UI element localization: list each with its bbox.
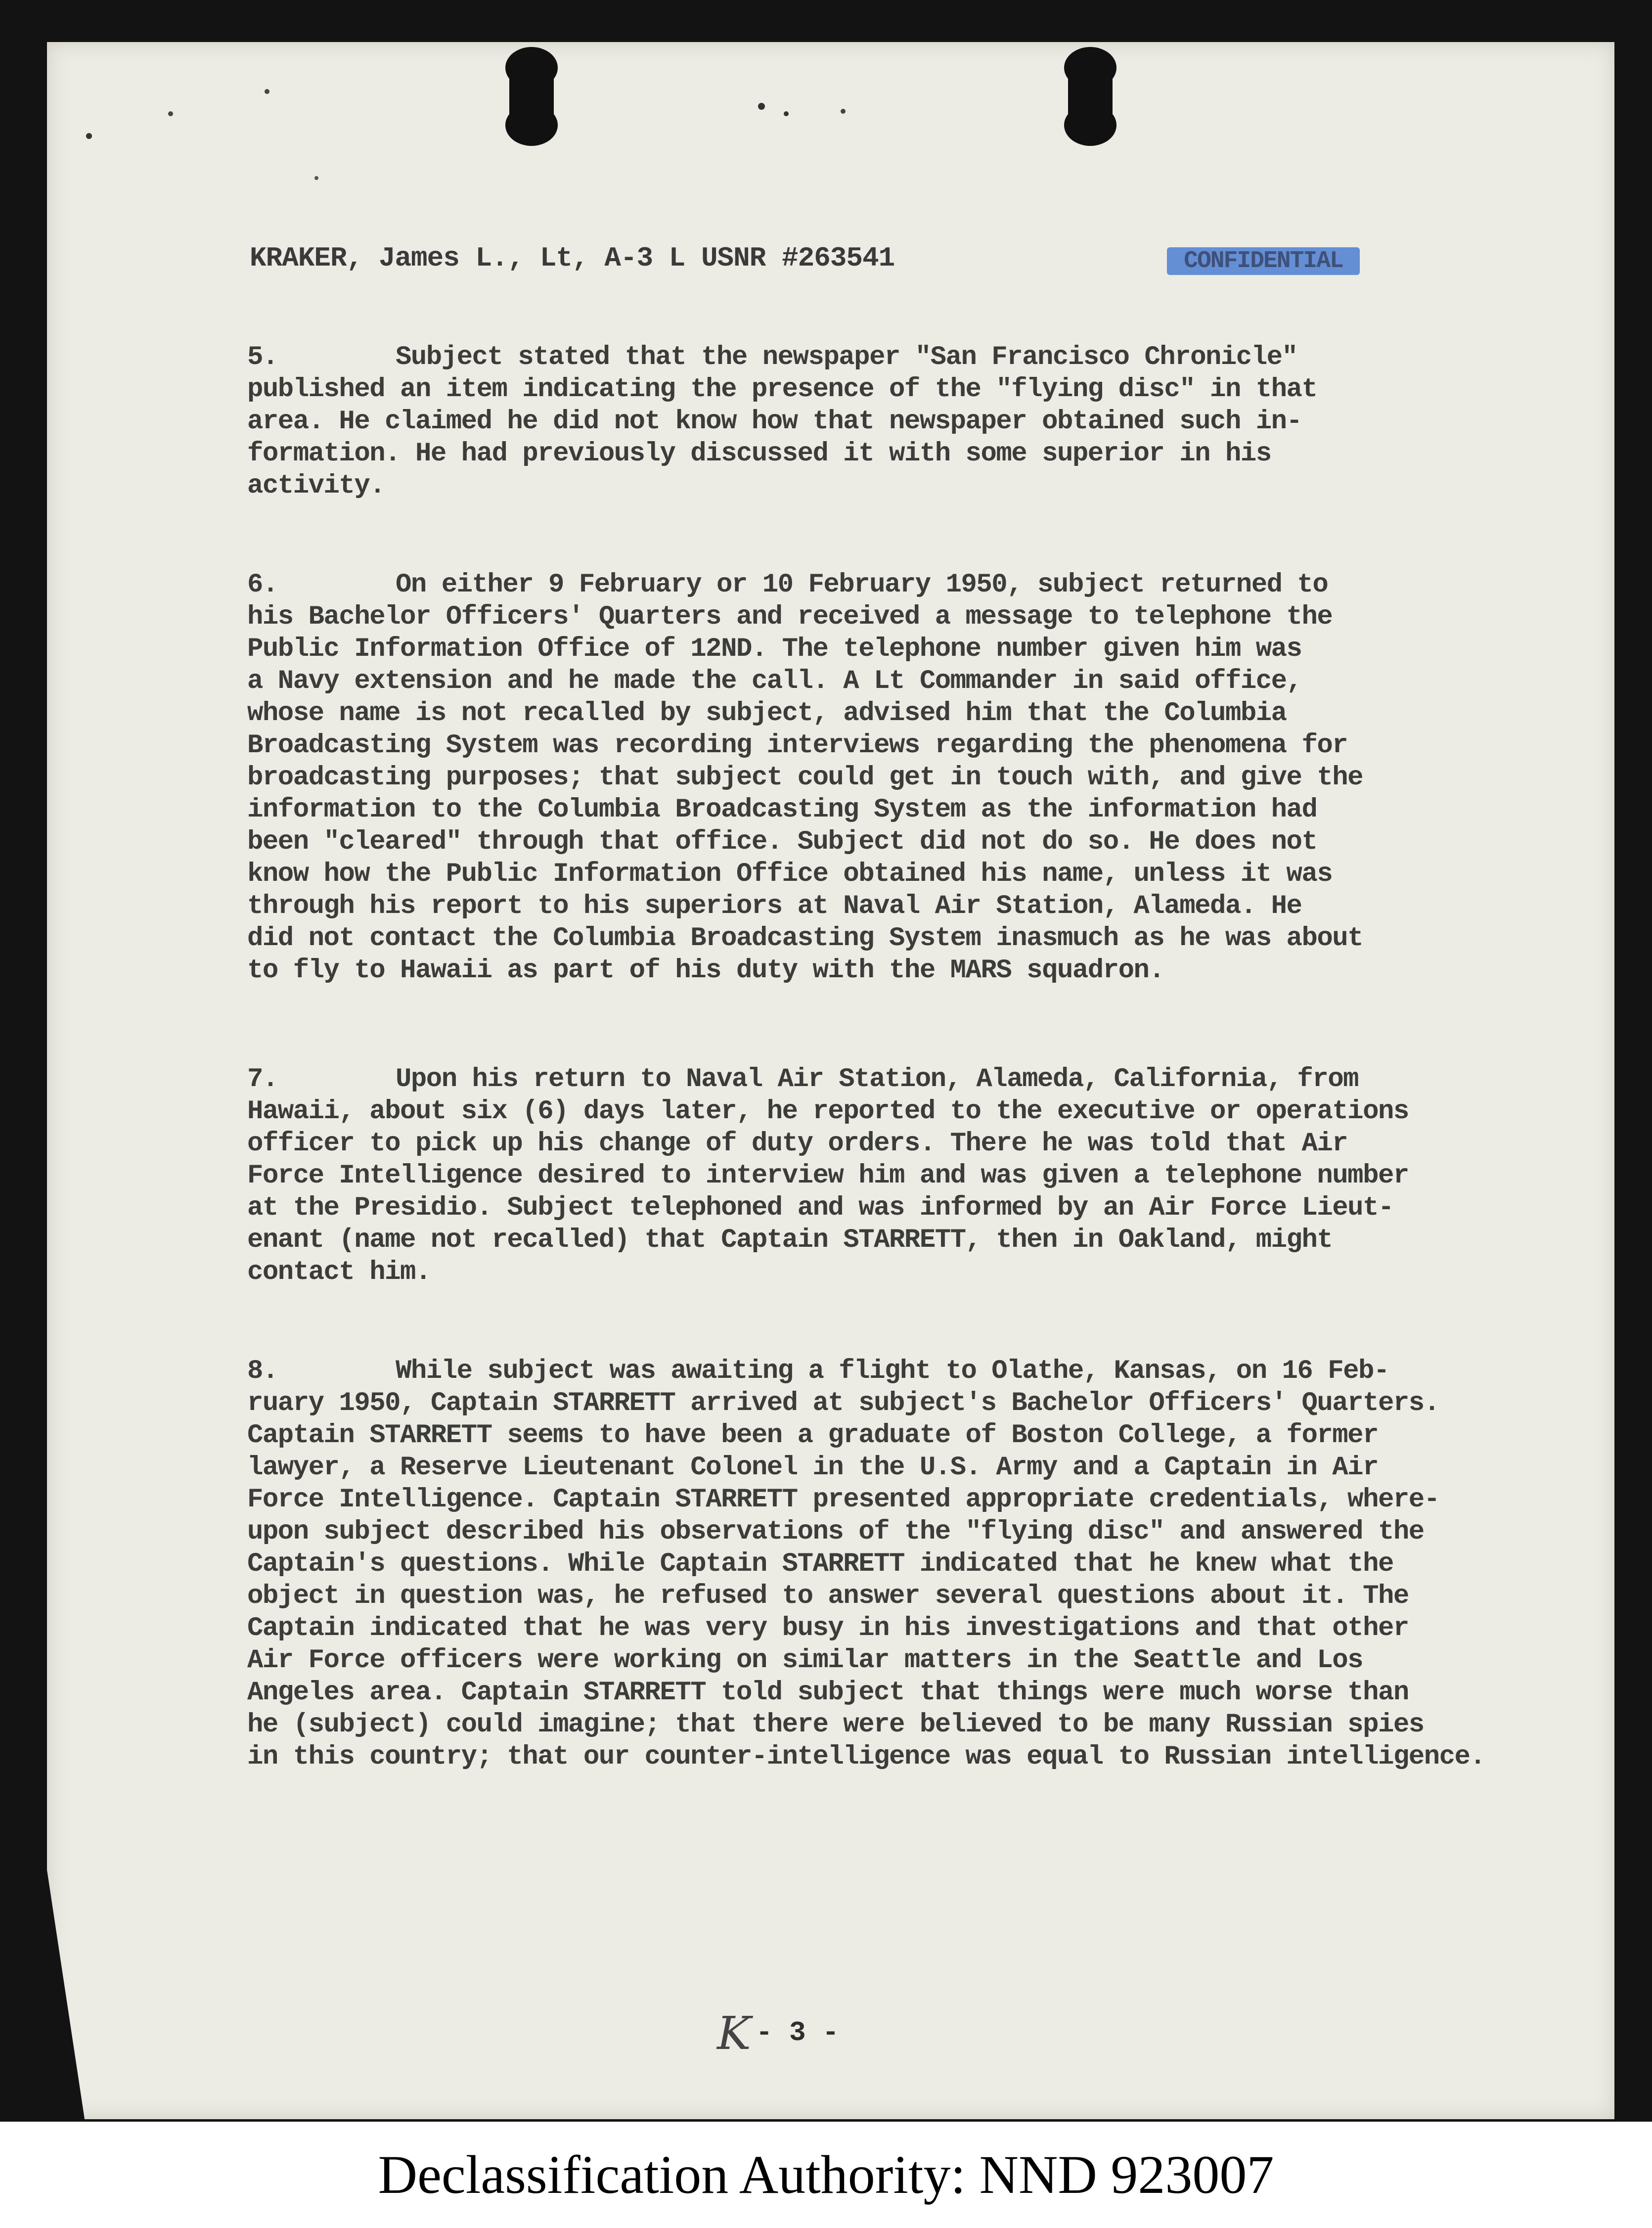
- paragraph-line: did not contact the Columbia Broadcasting System inasmuch as he was about: [247, 923, 1363, 954]
- punch-hole-left: [509, 47, 554, 146]
- paragraph-line: Captain indicated that he was very busy in his investigations and that other: [247, 1613, 1409, 1643]
- paragraph-line: Public Information Office of 12ND. The telephone number given him was: [247, 634, 1302, 664]
- paragraph-line: ruary 1950, Captain STARRETT arrived at subject's Bachelor Officers' Quarters.: [247, 1388, 1439, 1418]
- paragraph-line: Upon his return to Naval Air Station, Alameda, California, from: [396, 1064, 1359, 1094]
- typed-page-number: - 3 -: [756, 2017, 839, 2048]
- paragraph-line: a Navy extension and he made the call. A Lt Commander in said office,: [247, 666, 1302, 696]
- paragraph-7: [247, 1063, 1553, 1288]
- paragraph-line: Hawaii, about six (6) days later, he reported to the executive or operations: [247, 1096, 1409, 1127]
- classification-stamp-text: CONFIDENTIAL: [1184, 248, 1343, 274]
- paragraph-line: Force Intelligence. Captain STARRETT presented appropriate credentials, where-: [247, 1485, 1439, 1515]
- paragraph-line: Subject stated that the newspaper "San Francisco Chronicle": [396, 342, 1297, 372]
- paragraph-line: lawyer, a Reserve Lieutenant Colonel in the U.S. Army and a Captain in Air: [247, 1453, 1378, 1483]
- paragraph-line: upon subject described his observations of the "flying disc" and answered the: [247, 1517, 1424, 1547]
- paragraph-number: 6.: [247, 570, 278, 600]
- paragraph-line: in this country; that our counter-intelligence was equal to Russian intelligence.: [247, 1742, 1485, 1772]
- paragraph-line: his Bachelor Officers' Quarters and received a message to telephone the: [247, 602, 1333, 632]
- paragraph-5: [247, 341, 1553, 502]
- paragraph-line: Angeles area. Captain STARRETT told subject that things were much worse than: [247, 1678, 1409, 1708]
- paragraph-line: officer to pick up his change of duty orders. There he was told that Air: [247, 1129, 1348, 1159]
- paragraph-line: object in question was, he refused to answer several questions about it. The: [247, 1581, 1409, 1611]
- paragraph-line: Force Intelligence desired to interview him and was given a telephone number: [247, 1161, 1409, 1191]
- paragraph-line: contact him.: [247, 1257, 431, 1287]
- paragraph-8: [247, 1355, 1553, 1773]
- paragraph-line: Captain STARRETT seems to have been a graduate of Boston College, a former: [247, 1420, 1378, 1451]
- paragraph-line: he (subject) could imagine; that there were believed to be many Russian spies: [247, 1710, 1424, 1740]
- paragraph-line: While subject was awaiting a flight to Olathe, Kansas, on 16 Feb-: [396, 1356, 1389, 1386]
- paragraph-line: whose name is not recalled by subject, advised him that the Columbia: [247, 698, 1287, 728]
- paragraph-line: know how the Public Information Office obtained his name, unless it was: [247, 859, 1333, 889]
- paragraph-line: Air Force officers were working on similar matters in the Seattle and Los: [247, 1645, 1363, 1676]
- paragraph-line: On either 9 February or 10 February 1950, subject returned to: [396, 570, 1328, 600]
- paragraph-line: published an item indicating the presence of the "flying disc" in that: [247, 374, 1317, 405]
- declassification-footer: Declassification Authority: NND 923007: [0, 2122, 1652, 2228]
- paragraph-line: been "cleared" through that office. Subject did not do so. He does not: [247, 827, 1317, 857]
- paragraph-line: to fly to Hawaii as part of his duty with the MARS squadron.: [247, 955, 1164, 986]
- page-number: [717, 1998, 839, 2060]
- paragraph-number: 8.: [247, 1356, 278, 1386]
- paragraph-line: Broadcasting System was recording interviews regarding the phenomena for: [247, 730, 1348, 761]
- paragraph-line: at the Presidio. Subject telephoned and was informed by an Air Force Lieut-: [247, 1193, 1393, 1223]
- paragraph-6: [247, 569, 1553, 987]
- paragraph-line: formation. He had previously discussed it with some superior in his: [247, 439, 1271, 469]
- paragraph-line: Captain's questions. While Captain STARRETT indicated that he knew what the: [247, 1549, 1393, 1579]
- paragraph-line: area. He claimed he did not know how that newspaper obtained such in-: [247, 407, 1302, 437]
- paragraph-number: 5.: [247, 342, 278, 372]
- subject-header: KRAKER, James L., Lt, A-3 L USNR #263541: [250, 242, 895, 274]
- classification-stamp: [1167, 247, 1360, 275]
- paragraph-number: 7.: [247, 1064, 278, 1094]
- paragraph-line: information to the Columbia Broadcasting System as the information had: [247, 795, 1317, 825]
- paragraph-line: enant (name not recalled) that Captain STARRETT, then in Oakland, might: [247, 1225, 1333, 1255]
- paragraph-line: broadcasting purposes; that subject could get in touch with, and give the: [247, 763, 1363, 793]
- paragraph-line: activity.: [247, 471, 385, 501]
- paragraph-line: through his report to his superiors at Naval Air Station, Alameda. He: [247, 891, 1302, 921]
- punch-hole-right: [1068, 47, 1113, 146]
- handwritten-initial: K: [717, 2007, 751, 2060]
